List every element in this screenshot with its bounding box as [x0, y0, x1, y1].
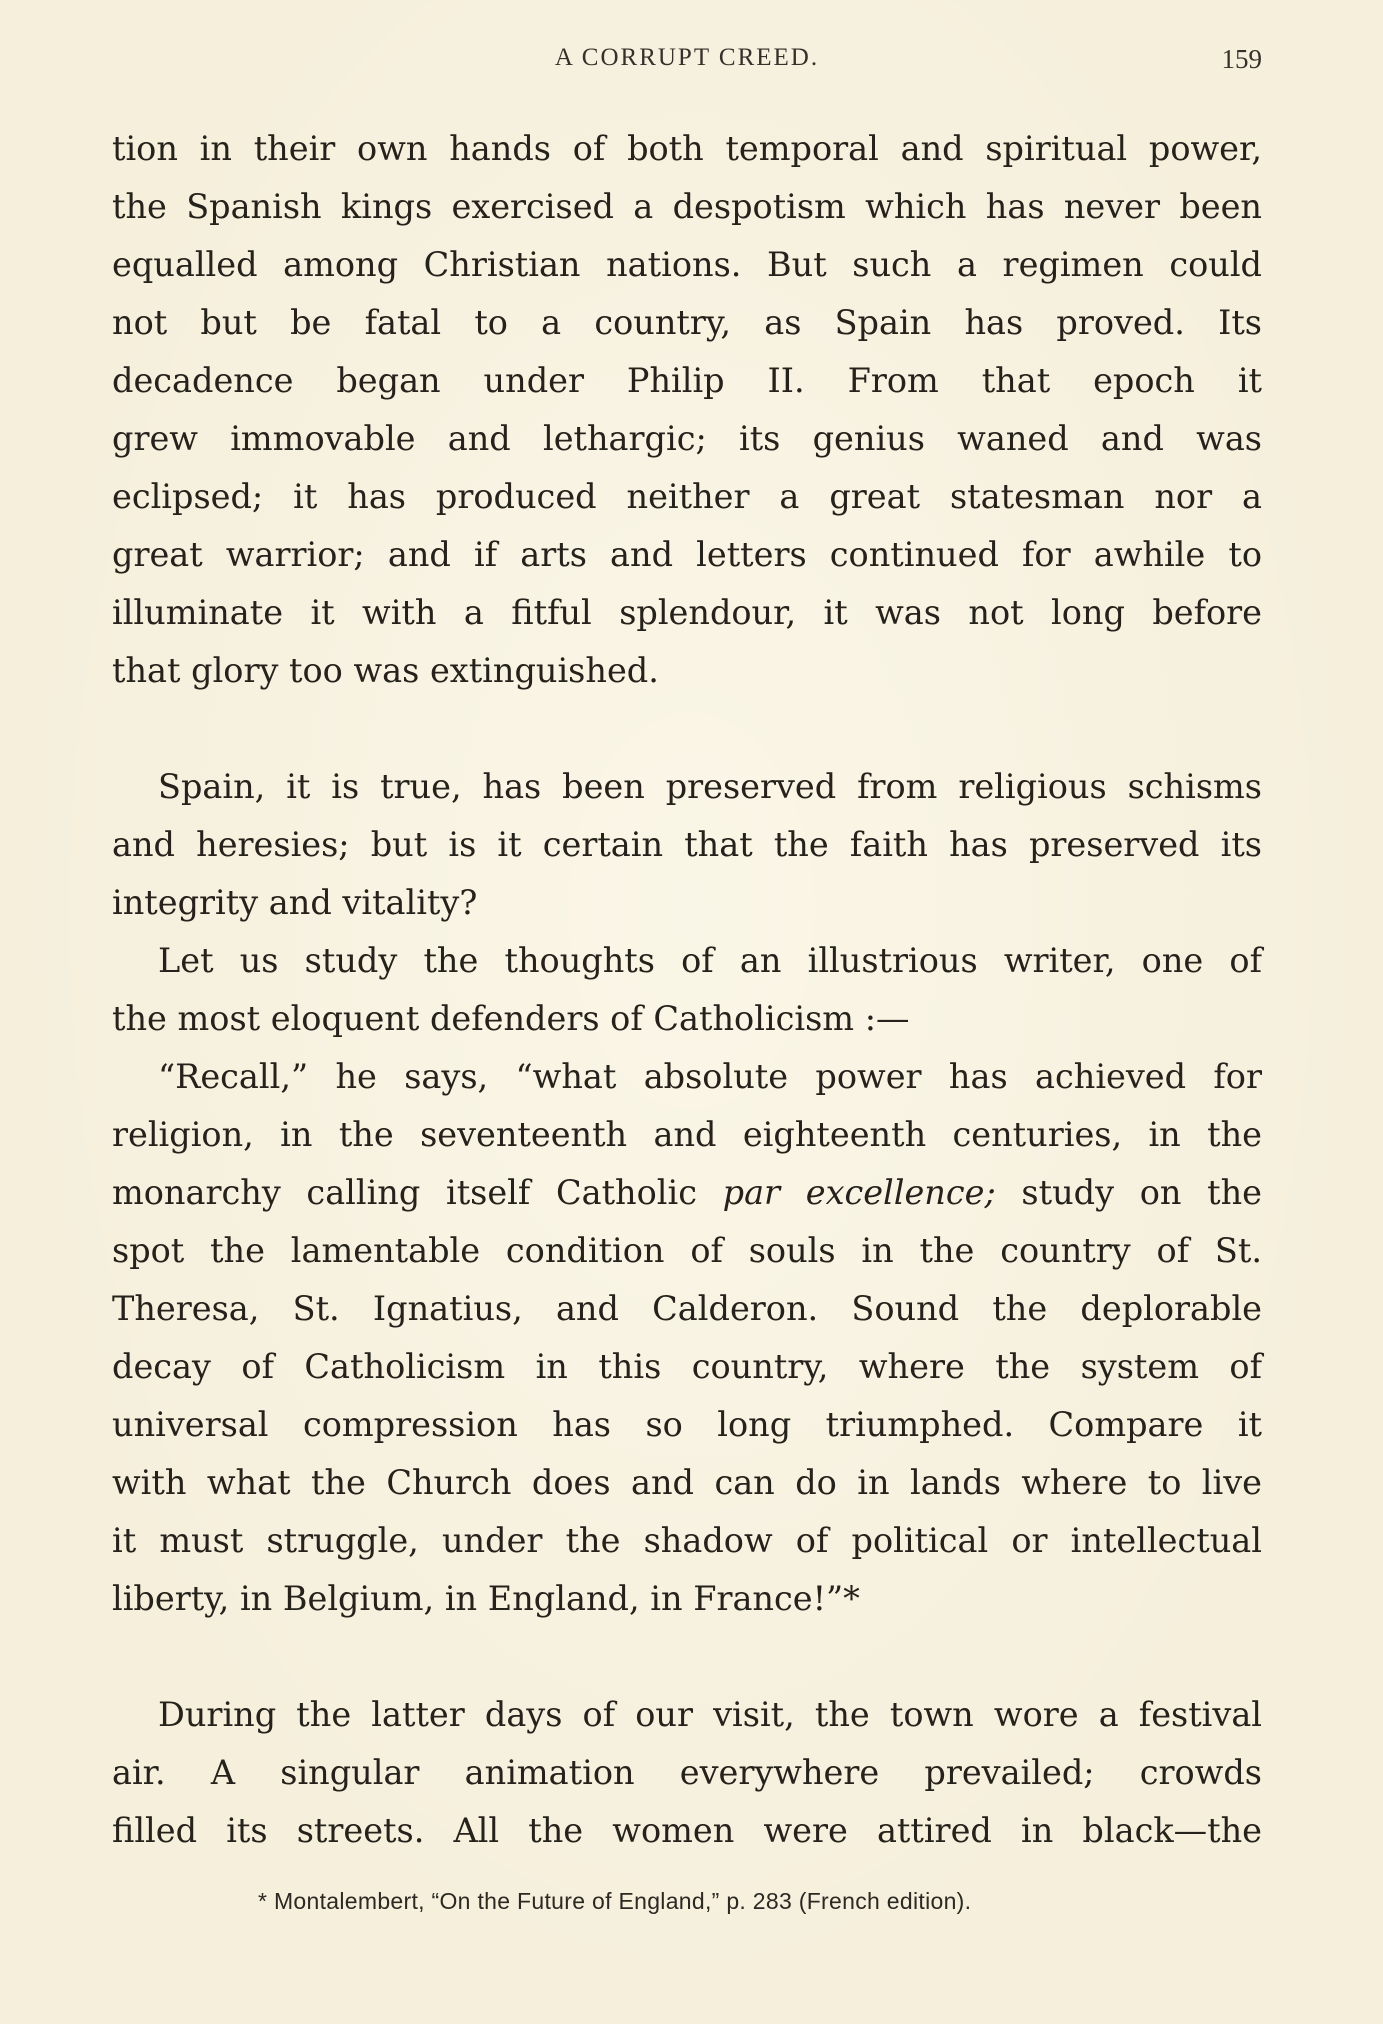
text-line: grew immovable and lethargic; its genius waned and was	[112, 419, 1262, 458]
body-text	[112, 120, 1262, 1860]
text-line: Theresa, St. Ignatius, and Calderon. Sound the deplorable	[112, 1289, 1262, 1328]
text-line: with what the Church does and can do in lands where to live	[112, 1463, 1262, 1502]
text-line: and heresies; but is it certain that the faith has preserved its	[112, 825, 1262, 864]
paragraph-2	[112, 758, 1262, 932]
section-gap	[112, 700, 1262, 758]
text-line: great warrior; and if arts and letters continued for awhile to	[112, 535, 1262, 574]
page-number: 159	[1221, 44, 1262, 74]
text-line: the Spanish kings exercised a despotism which has never been	[112, 187, 1262, 226]
text-line: During the latter days of our visit, the town wore a festival	[158, 1695, 1262, 1734]
paragraph-5	[112, 1686, 1262, 1860]
text-segment: study on the	[1021, 1173, 1262, 1212]
text-line: filled its streets. All the women were attired in black—the	[112, 1811, 1262, 1850]
text-line: equalled among Christian nations. But such a regimen could	[112, 245, 1262, 284]
text-line: liberty, in Belgium, in England, in France!”*	[112, 1579, 860, 1618]
text-line: Spain, it is true, has been preserved from religious schisms	[158, 767, 1262, 806]
text-line: the most eloquent defenders of Catholicism :—	[112, 999, 910, 1038]
running-head	[112, 44, 1262, 80]
text-line: universal compression has so long triumphed. Compare it	[112, 1405, 1262, 1444]
text-line: spot the lamentable condition of souls in the country of St.	[112, 1231, 1262, 1270]
text-line: Let us study the thoughts of an illustrious writer, one of	[158, 941, 1262, 980]
text-line: eclipsed; it has produced neither a great statesman nor a	[112, 477, 1262, 516]
text-line: air. A singular animation everywhere prevailed; crowds	[112, 1753, 1262, 1792]
paragraph-1	[112, 120, 1262, 700]
text-segment: monarchy calling itself Catholic	[112, 1173, 697, 1212]
paragraph-4-quotation	[112, 1048, 1262, 1628]
text-line: decay of Catholicism in this country, where the system of	[112, 1347, 1262, 1386]
text-line: illuminate it with a fitful splendour, it was not long before	[112, 593, 1262, 632]
text-line: that glory too was extinguished.	[112, 651, 659, 690]
text-line: it must struggle, under the shadow of political or intellectual	[112, 1521, 1262, 1560]
text-line: not but be fatal to a country, as Spain has proved. Its	[112, 303, 1262, 342]
text-line: “Recall,” he says, “what absolute power has achieved for	[158, 1057, 1262, 1096]
text-line: tion in their own hands of both temporal and spiritual power,	[112, 129, 1262, 168]
text-line-with-italic	[112, 1164, 1262, 1222]
text-line: decadence began under Philip II. From that epoch it	[112, 361, 1262, 400]
footnote: * Montalembert, “On the Future of England,” p. 283 (French edition).	[258, 1888, 972, 1914]
running-title: A CORRUPT CREED.	[554, 44, 820, 71]
paragraph-3	[112, 932, 1262, 1048]
text-line: integrity and vitality?	[112, 883, 478, 922]
italic-phrase: par excellence;	[722, 1173, 996, 1212]
text-line: religion, in the seventeenth and eighteenth centuries, in the	[112, 1115, 1262, 1154]
section-gap	[112, 1628, 1262, 1686]
